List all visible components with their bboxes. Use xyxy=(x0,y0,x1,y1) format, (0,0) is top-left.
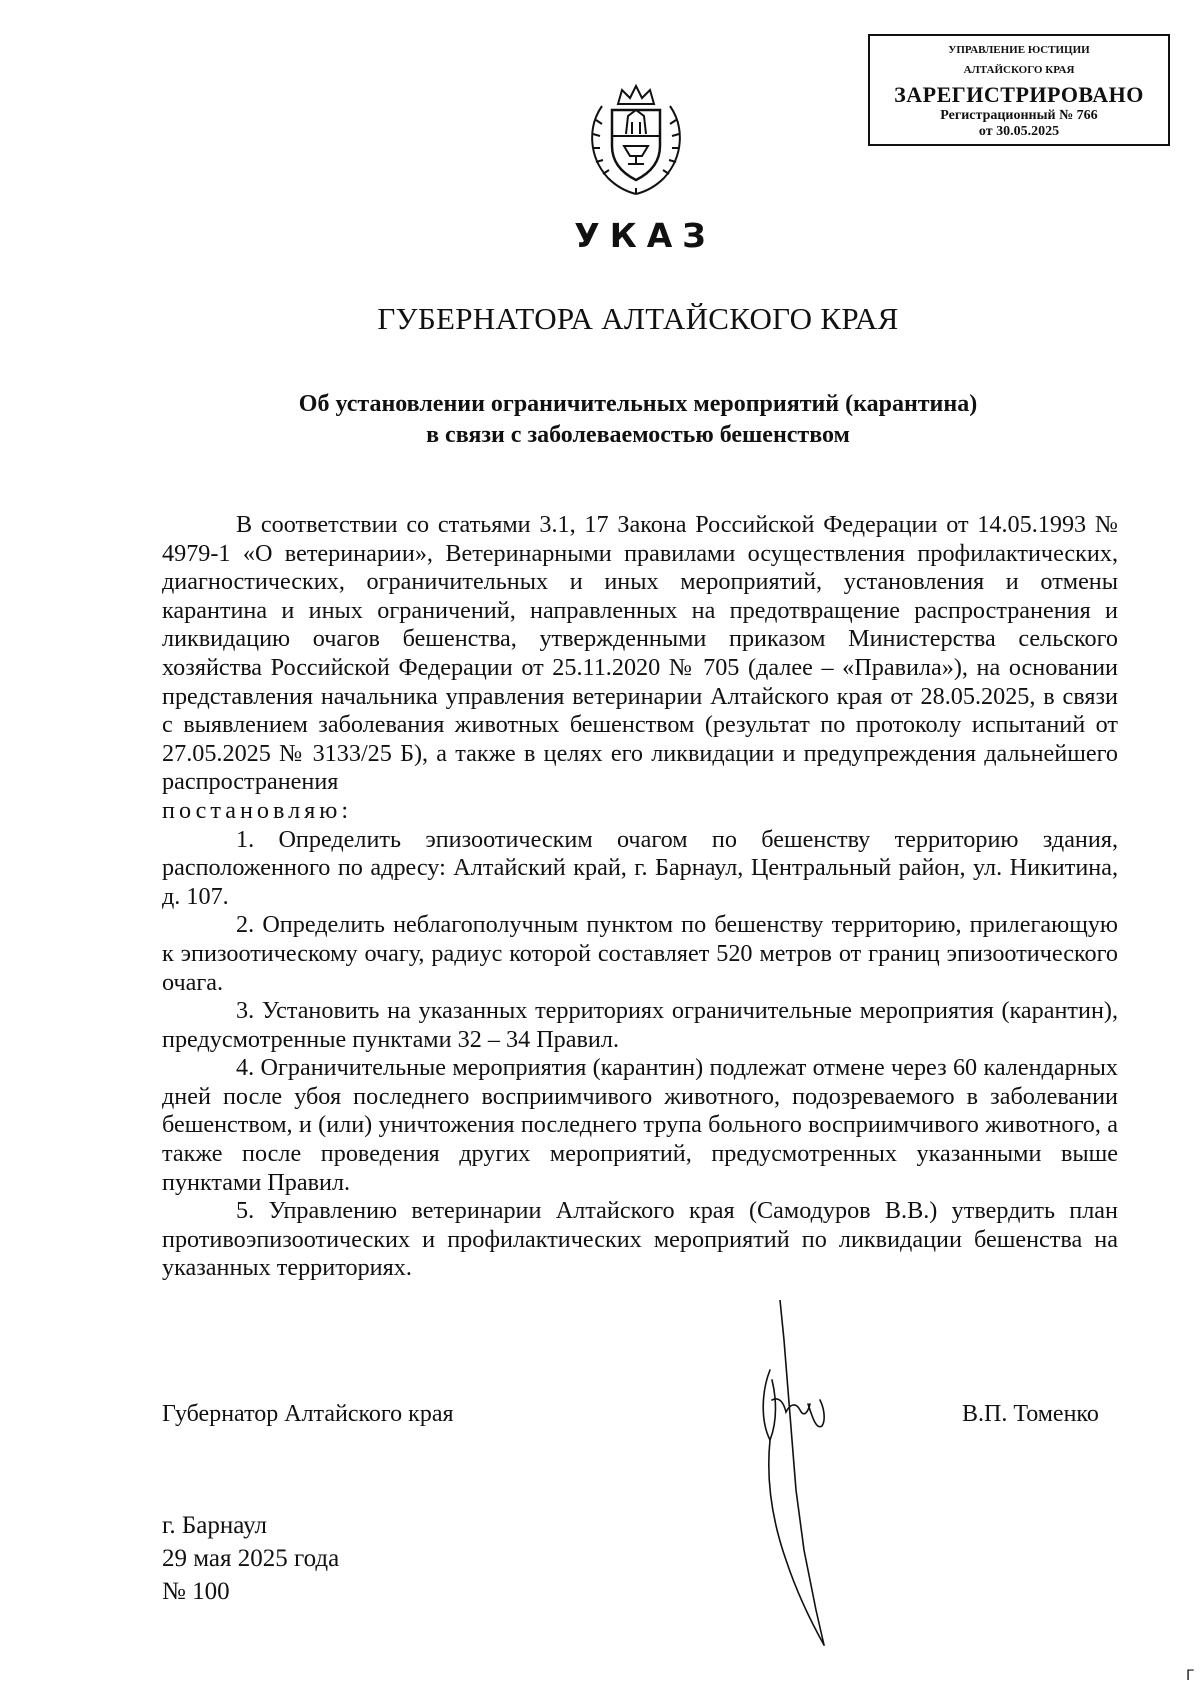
coat-of-arms-icon xyxy=(582,76,690,198)
resolve-word: постановляю: xyxy=(162,796,353,824)
document-type: УКАЗ xyxy=(574,216,716,255)
stamp-org-line2: АЛТАЙСКОГО КРАЯ xyxy=(963,64,1075,76)
stamp-reg-number: Регистрационный № 766 xyxy=(940,108,1098,123)
document-title-line1: Об установлении ограничительных мероприятий (карантина) xyxy=(298,391,978,417)
stamp-date: от 30.05.2025 xyxy=(978,124,1060,139)
issue-date: 29 мая 2025 года xyxy=(162,1545,340,1572)
registration-stamp xyxy=(868,34,1170,146)
decree-item-4: 4. Ограничительные мероприятия (карантин) подлежат отмене через 60 календарных дней после убоя последнего восприимчивого животного, подозреваемого в заболевании бешенством, и (или) уничтожения последнего трупа больного восприимчивого животного, а также после проведения других мероприятий, предусмотренных указанными выше пунктами Правил. xyxy=(162,1054,1118,1196)
handwritten-signature xyxy=(700,1300,890,1660)
issue-city: г. Барнаул xyxy=(162,1512,267,1539)
issuer-title: ГУБЕРНАТОРА АЛТАЙСКОГО КРАЯ xyxy=(377,301,899,336)
corner-mark: Г xyxy=(1186,1668,1195,1684)
issue-details xyxy=(162,1509,339,1608)
stamp-org-line1: УПРАВЛЕНИЕ ЮСТИЦИИ xyxy=(948,44,1090,56)
signatory-name: В.П. Томенко xyxy=(962,1401,1099,1427)
stamp-title: ЗАРЕГИСТРИРОВАНО xyxy=(894,82,1144,107)
decree-item-5: 5. Управлению ветеринарии Алтайского края (Самодуров В.В.) утвердить план противоэпизоотических и профилактических мероприятий по ликвидации бешенства на указанных территориях. xyxy=(162,1197,1118,1282)
document-title xyxy=(0,389,1200,451)
preamble-paragraph: В соответствии со статьями 3.1, 17 Закона Российской Федерации от 14.05.1993 № 4979-1 «О ветеринарии», Ветеринарными правилами осуществления профилактических, диагностических, ограничительных и иных мероприятий, установления и отмены карантина и иных ограничений, направленных на предотвращение распространения и ликвидацию очагов бешенства, утвержденными приказом Министерства сельского хозяйства Российской Федерации от 25.11.2020 № 705 (далее – «Правила»), на основании представления начальника управления ветеринарии Алтайского края от 28.05.2025, в связи с выявлением заболевания животных бешенством (результат по протоколу испытаний от 27.05.2025 № 3133/25 Б), а также в целях его ликвидации и предупреждения дальнейшего распространения xyxy=(162,511,1118,796)
signatory-position: Губернатор Алтайского края xyxy=(162,1401,454,1427)
decree-item-2: 2. Определить неблагополучным пунктом по бешенству территорию, прилегающую к эпизоотическому очагу, радиус которой составляет 520 метров от границ эпизоотического очага. xyxy=(162,911,1118,996)
decree-item-1: 1. Определить эпизоотическим очагом по бешенству территорию здания, расположенного по адресу: Алтайский край, г. Барнаул, Центральный район, ул. Никитина, д. 107. xyxy=(162,825,1118,910)
decree-item-3: 3. Установить на указанных территориях ограничительные мероприятия (карантин), предусмотренные пунктами 32 – 34 Правил. xyxy=(162,997,1118,1053)
issue-number: № 100 xyxy=(162,1578,230,1605)
document-title-line2: в связи с заболеваемостью бешенством xyxy=(426,422,850,448)
document-body xyxy=(162,511,1118,1283)
